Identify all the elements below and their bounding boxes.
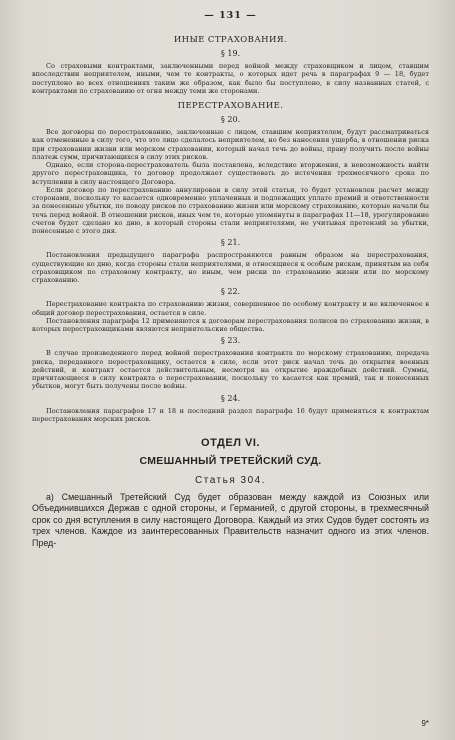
paragraph-20-text-b: Однако, если сторона-перестрахователь была поставлена, вследствие вторжения, в невозможность найти другого перестраховщика, то договор продолжает существовать до истечения трехмесячного срока по вступлении в силу настоящего Договора. [32,161,429,186]
paragraph-number-22: § 22. [220,287,241,297]
court-title: СМЕШАННЫЙ ТРЕТЕЙСКИЙ СУД. [139,455,322,467]
paragraph-19-text: Со страховыми контрактами, заключенными перед войной между страховщиком и лицом, ставшим впоследствии неприятелем, иными, чем те контракты, о которых идет речь в параграфах 9 — 18, будет поступлено во всех отношениях таким же образом, как было бы поступлено, в силу названных статей, с контрактами по страхованию от огня между теми же сторонами. [32,62,429,95]
paragraph-number-24: § 24. [220,393,241,403]
paragraph-number-23: § 23. [220,336,241,346]
paragraph-20-text-a: Все договоры по перестрахованию, заключенные с лицом, ставшим неприятелем, будут рассматриваться как отмененные в силу того, что это лицо сделалось неприятелем, но без нанесения ущерба, в отношении риска при страховании жизни или морском страховании, который начал течь до войны, праву получить после войны платеж сумм, причитающихся в силу этих рисков. [32,128,429,161]
paragraph-20-text-c: Если договор по перестрахованию аннулирован в силу этой статьи, то будет установлен расчет между сторонами, поскольку то касается одновременно уплаченных и подлежащих уплате премий и ответственности за понесенные убытки, по поводу рисков по страхованию жизни или морскому страхованию, которые начали бы течь перед войной. В отношении рисков, иных чем те, которые упомянуты в параграфах 11—18, урегулирование счетов будет сделано ко дню, в который стороны стали неприятелями, не учитывая претензий за убытки, понесенные с этого дня. [32,185,429,235]
printer-signature: 9* [421,719,429,728]
section-title-reinsurance: ПЕРЕСТРАХОВАНИЕ. [177,101,284,111]
paragraph-number-20: § 20. [220,115,241,124]
section-title-other-insurance: ИНЫЕ СТРАХОВАНИЯ. [173,35,288,45]
paragraph-21-text: Постановления предыдущего параграфа распространяются равным образом на перестрахования, существующие ко дню, когда стороны стали неприятелями, и относящиеся к особым рискам, принятым на себя страховщиком по страховому контракту, но иным, чем риски по страхованию жизни или по морскому страхованию. [32,251,429,284]
department-title: ОТДЕЛ VI. [201,437,260,449]
paragraph-24-text: Постановления параграфов 17 и 18 и последний раздел параграфа 16 будут применяться к контрактам перестрахования морских рисков. [32,406,429,423]
article-number: Статья 304. [195,475,266,486]
paragraph-number-21: § 21. [220,238,241,248]
page-number: — 131 — [204,10,257,21]
article-304-text: а) Смешанный Третейский Суд будет образован между каждой из Союзных или Объединившихся Держав с одной стороны, и Германией, с другой стороны, в трехмесячный срок со дня вступления в силу настоящего Договора. Каждый из этих Судов будет состоять из трех членов. Каждое из заинтересованных Правительств назначит одного из этих членов. Пред- [32,492,429,548]
paragraph-23-text: В случае произведенного перед войной перестрахования контракта по морскому страхованию, передача риска, переданного перестраховщику, остается в силе, если этот риск начал течь до открытия военных действий, и контракт остается действительным, несмотря на открытие враждебных действий. Суммы, причитающиеся в силу контракта о перестраховании, поскольку то касается как премий, так и понесенных убытков, могут быть получены после войны. [32,349,429,391]
paragraph-22-text-b: Постановления параграфа 12 применяются к договорам перестрахования полисов по страхованию жизни, в которых перестраховщиками являются неприятельские общества. [32,316,429,333]
paragraph-22-text-a: Перестрахование контракта по страхованию жизни, совершенное по особому контракту и не включенное в общий договор перестрахования, остается в силе. [32,300,429,317]
paragraph-number-19: § 19. [220,49,241,58]
